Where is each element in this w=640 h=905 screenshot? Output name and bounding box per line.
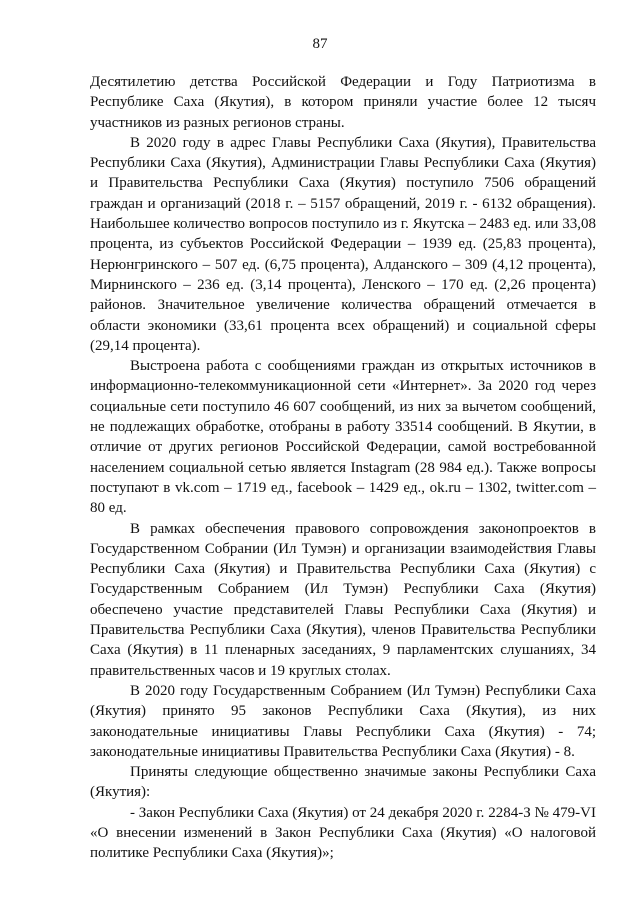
paragraph: Выстроена работа с сообщениями граждан из открытых источников в информационно-телекоммуникационной сети «Интернет». За 2020 год через социальные сети поступило 46 607 сообщений, из них за вычетом сообщений, не подлежащих обработке, отобраны в работу 33514 сообщений. В Якутии, в отличие от других регионов Российской Федерации, самой востребованной населением социальной сетью является Instagram (28 984 ед.). Также вопросы поступают в vk.com – 1719 ед., facebook – 1429 ед., ok.ru – 1302, twitter.com – 80 ед. [90,358,596,517]
page-number: 87 [312,36,328,52]
list-item: - Закон Республики Саха (Якутия) от 24 декабря 2020 г. 2284-З № 479-VI «О внесении изменений в Закон Республики Саха (Якутия) «О налоговой политике Республики Саха (Якутия)»; [90,804,596,862]
paragraph: Приняты следующие общественно значимые законы Республики Саха (Якутия): [90,764,596,801]
paragraph: Десятилетию детства Российской Федерации и Году Патриотизма в Республике Саха (Якутия), в котором приняли участие более 12 тысяч участников из разных регионов страны. [90,74,596,131]
paragraph: В 2020 году Государственным Собранием (Ил Тумэн) Республики Саха (Якутия) принято 95 законов Республики Саха (Якутия), из них законодательные инициативы Главы Республики Саха (Якутия) - 74; законодательные инициативы Правительства Республики Саха (Якутия) - 8. [90,682,596,760]
document-body [90,72,596,864]
paragraph: В 2020 году в адрес Главы Республики Саха (Якутия), Правительства Республики Саха (Якутия), Администрации Главы Республики Саха (Якутия) и Правительства Республики Саха (Якутия) поступило 7506 обращений граждан и организаций (2018 г. – 5157 обращений, 2019 г. - 6132 обращения). Наибольшее количество вопросов поступило из г. Якутска – 2483 ед. или 33,08 процента, из субъектов Российской Федерации – 1939 ед. (25,83 процента), Нерюнгринского – 507 ед. (6,75 процента), Алданского – 309 (4,12 процента), Мирнинского – 236 ед. (3,14 процента), Ленского – 170 ед. (2,26 процента) районов. Значительное увеличение количества обращений отмечается в области экономики (33,61 процента всех обращений) и социальной сферы (29,14 процента). [90,134,596,354]
paragraph: В рамках обеспечения правового сопровождения законопроектов в Государственном Собрании (Ил Тумэн) и организации взаимодействия Главы Республики Саха (Якутия) и Правительства Республики Саха (Якутия) с Государственным Собранием (Ил Тумэн) Республики Саха (Якутия) обеспечено участие представителей Главы Республики Саха (Якутия) и Правительства Республики Саха (Якутия), членов Правительства Республики Саха (Якутия) в 11 пленарных заседаниях, 9 парламентских слушаниях, 34 правительственных часов и 19 круглых столах. [90,520,596,679]
